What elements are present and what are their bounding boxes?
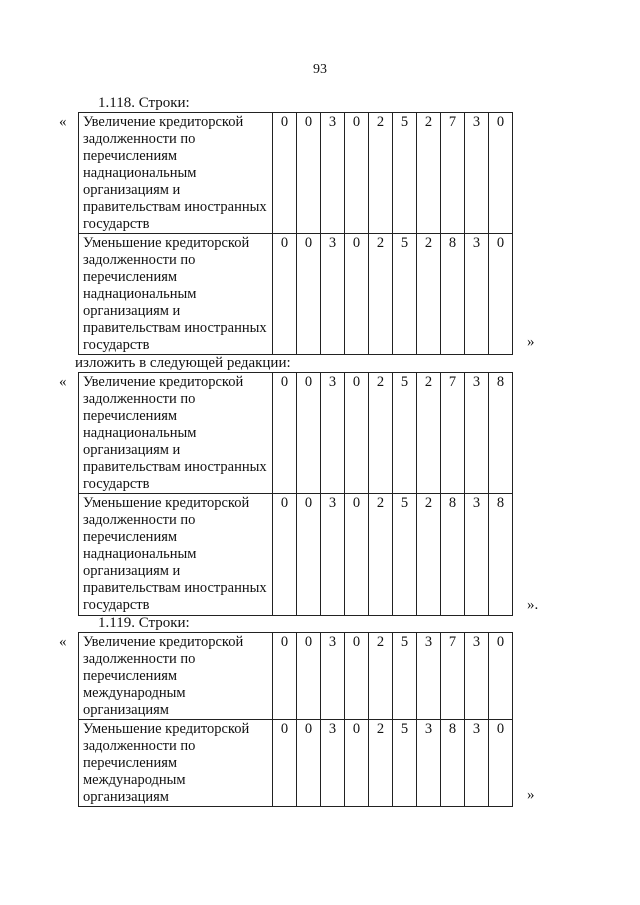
page-number: 93 [313, 62, 327, 77]
code-digit: 0 [345, 494, 369, 616]
code-digit: 3 [321, 234, 345, 355]
code-digit: 3 [465, 234, 489, 355]
code-digit: 0 [273, 113, 297, 234]
code-digit: 3 [417, 633, 441, 720]
codes-table-old-1119 [78, 632, 513, 807]
code-digit: 0 [345, 234, 369, 355]
code-digit: 7 [441, 113, 465, 234]
code-digit: 3 [465, 720, 489, 807]
code-digit: 5 [393, 720, 417, 807]
code-digit: 5 [393, 113, 417, 234]
code-digit: 8 [489, 494, 513, 616]
code-digit: 3 [465, 113, 489, 234]
row-label: Уменьшение кредиторской задолженности по перечислениям международным организациям [79, 720, 273, 807]
code-digit: 0 [297, 720, 321, 807]
code-digit: 0 [297, 633, 321, 720]
row-label: Увеличение кредиторской задолженности по перечислениям наднациональным организациям и правительствам иностранных государств [79, 113, 273, 234]
code-digit: 2 [417, 113, 441, 234]
code-digit: 2 [369, 113, 393, 234]
code-digit: 0 [297, 373, 321, 494]
code-digit: 0 [345, 373, 369, 494]
row-label: Уменьшение кредиторской задолженности по перечислениям наднациональным организациям и правительствам иностранных государств [79, 234, 273, 355]
code-digit: 0 [273, 494, 297, 616]
code-digit: 2 [369, 494, 393, 616]
code-digit: 2 [417, 494, 441, 616]
code-digit: 7 [441, 633, 465, 720]
code-digit: 0 [273, 633, 297, 720]
code-digit: 3 [321, 373, 345, 494]
code-digit: 3 [465, 633, 489, 720]
table-row [79, 234, 513, 355]
row-label: Увеличение кредиторской задолженности по перечислениям международным организациям [79, 633, 273, 720]
code-digit: 3 [321, 494, 345, 616]
code-digit: 8 [441, 234, 465, 355]
code-digit: 0 [345, 113, 369, 234]
code-digit: 3 [321, 633, 345, 720]
code-digit: 8 [441, 494, 465, 616]
code-digit: 2 [369, 633, 393, 720]
code-digit: 7 [441, 373, 465, 494]
table-row [79, 494, 513, 616]
table-row [79, 720, 513, 807]
open-quote: « [59, 374, 67, 390]
codes-table-old-1118 [78, 112, 513, 355]
table-row [79, 633, 513, 720]
code-digit: 5 [393, 633, 417, 720]
code-digit: 0 [297, 113, 321, 234]
code-digit: 5 [393, 234, 417, 355]
code-digit: 0 [273, 373, 297, 494]
row-label: Увеличение кредиторской задолженности по перечислениям наднациональным организациям и правительствам иностранных государств [79, 373, 273, 494]
close-quote: » [527, 787, 535, 803]
code-digit: 8 [441, 720, 465, 807]
code-digit: 0 [489, 113, 513, 234]
code-digit: 3 [417, 720, 441, 807]
code-digit: 2 [369, 234, 393, 355]
close-quote: ». [527, 597, 539, 613]
row-label: Уменьшение кредиторской задолженности по перечислениям наднациональным организациям и правительствам иностранных государств [79, 494, 273, 616]
code-digit: 3 [321, 113, 345, 234]
code-digit: 0 [297, 234, 321, 355]
instruction-text: изложить в следующей редакции: [75, 355, 291, 371]
open-quote: « [59, 634, 67, 650]
code-digit: 0 [273, 234, 297, 355]
code-digit: 3 [465, 373, 489, 494]
code-digit: 5 [393, 494, 417, 616]
table-row [79, 113, 513, 234]
code-digit: 3 [465, 494, 489, 616]
codes-table-new-1118 [78, 372, 513, 616]
table-row [79, 373, 513, 494]
code-digit: 0 [489, 234, 513, 355]
code-digit: 0 [489, 720, 513, 807]
code-digit: 0 [345, 720, 369, 807]
code-digit: 3 [321, 720, 345, 807]
close-quote: » [527, 334, 535, 350]
code-digit: 2 [369, 720, 393, 807]
code-digit: 0 [345, 633, 369, 720]
code-digit: 2 [417, 373, 441, 494]
code-digit: 5 [393, 373, 417, 494]
code-digit: 2 [369, 373, 393, 494]
code-digit: 0 [297, 494, 321, 616]
open-quote: « [59, 114, 67, 130]
section-heading: 1.119. Строки: [98, 615, 190, 631]
code-digit: 8 [489, 373, 513, 494]
code-digit: 2 [417, 234, 441, 355]
code-digit: 0 [489, 633, 513, 720]
code-digit: 0 [273, 720, 297, 807]
section-heading: 1.118. Строки: [98, 95, 190, 111]
